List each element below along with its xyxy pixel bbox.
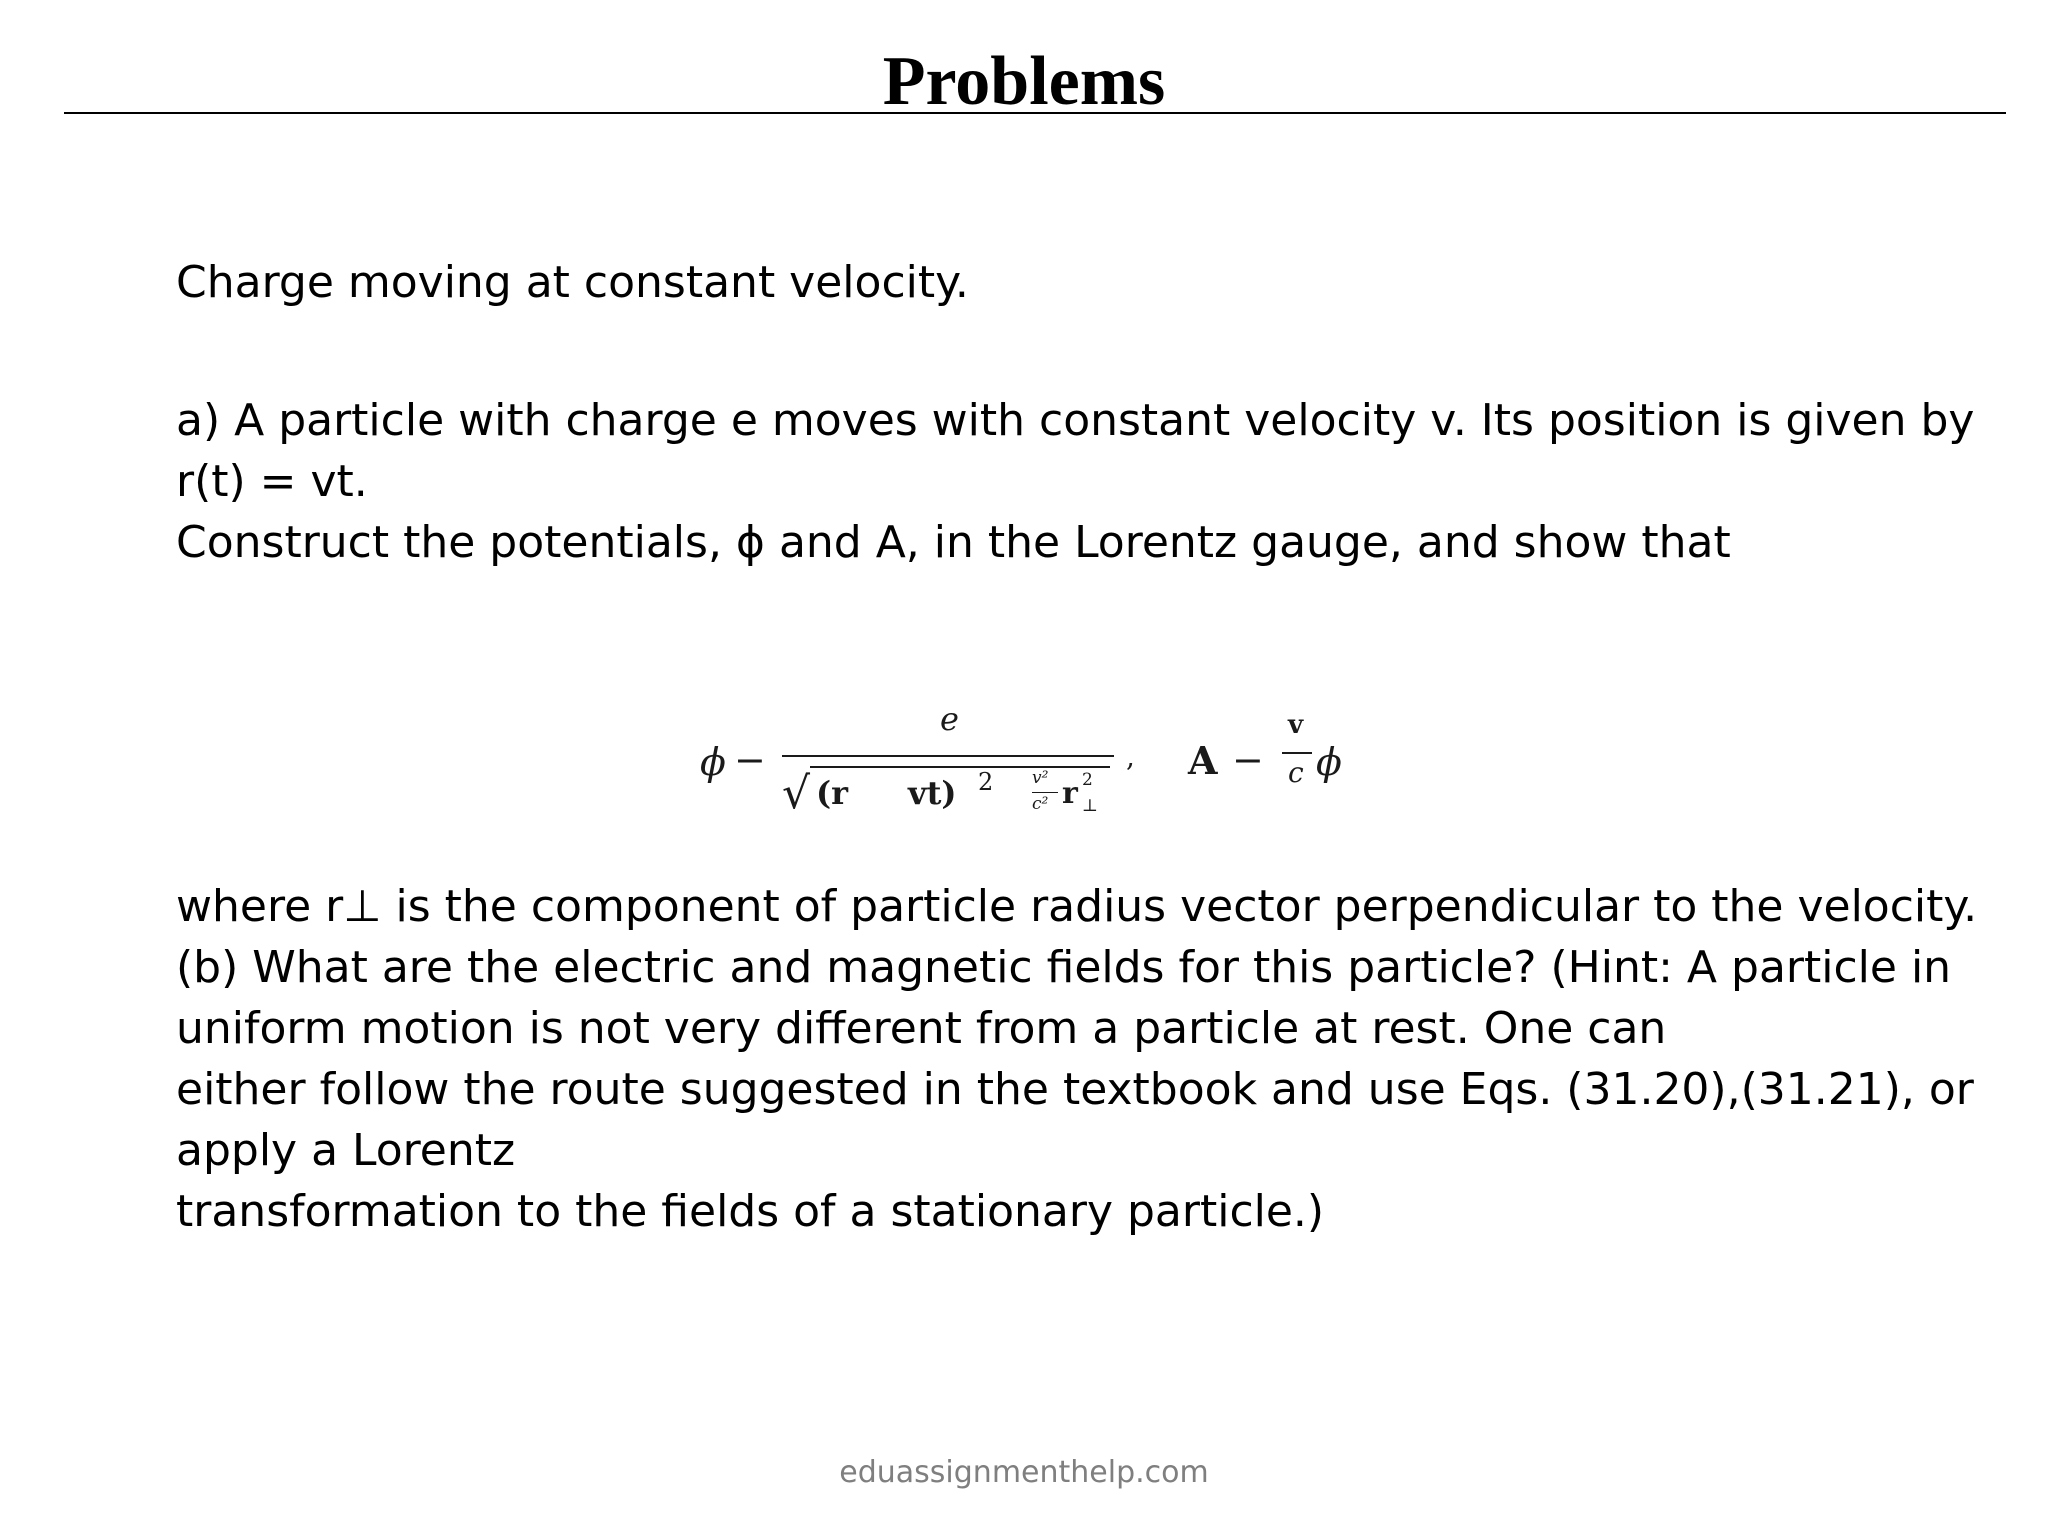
minus-sign: − — [734, 738, 766, 782]
footer-watermark: eduassignmenthelp.com — [839, 1455, 1209, 1490]
slide-title: Problems — [882, 43, 1166, 120]
part-a-text — [176, 390, 1975, 573]
fraction-bar — [782, 755, 1114, 757]
small-fraction-bar — [1032, 792, 1058, 793]
velocity-v: v — [1288, 710, 1304, 740]
r-perp-subscript: ⊥ — [1082, 796, 1098, 816]
problem-heading-text: Charge moving at constant velocity. — [176, 257, 969, 308]
r-perp: r — [1062, 776, 1078, 811]
part-b-line-5: apply a Lorentz — [176, 1125, 516, 1176]
part-b-line-2: (b) What are the electric and magnetic fields for this particle? (Hint: A particle in — [176, 942, 1952, 993]
part-b-line-1: where r⊥ is the component of particle radius vector perpendicular to the velocity. — [176, 881, 1978, 932]
part-a-line-3: Construct the potentials, ϕ and A, in the Lorentz gauge, and show that — [176, 517, 1731, 568]
denominator-square: 2 — [978, 768, 994, 796]
potential-equation — [690, 700, 1350, 850]
part-b-line-3: uniform motion is not very different from a particle at rest. One can — [176, 1003, 1667, 1054]
denominator-r: (r — [816, 774, 848, 812]
sqrt-sign: √ — [782, 768, 811, 819]
part-a-line-2: r(t) = vt. — [176, 456, 368, 507]
sqrt-bar — [810, 766, 1110, 768]
vector-potential-A: A — [1188, 738, 1218, 783]
part-b-line-6: transformation to the fields of a stationary particle.) — [176, 1186, 1325, 1237]
part-b-line-4: either follow the route suggested in the textbook and use Eqs. (31.20),(31.21), or — [176, 1064, 1974, 1115]
minus-sign-2: − — [1232, 738, 1264, 782]
title-divider — [64, 112, 2006, 114]
part-a-line-1: a) A particle with charge e moves with constant velocity v. Its position is given by — [176, 395, 1975, 446]
c-squared: c² — [1032, 794, 1049, 814]
denominator-vt: vt) — [908, 774, 957, 812]
speed-c: c — [1288, 756, 1304, 789]
phi-symbol-2: ϕ — [1316, 740, 1342, 784]
numerator-e: e — [940, 700, 959, 738]
v-over-c-bar — [1282, 752, 1312, 754]
part-b-text — [176, 876, 1978, 1242]
equation-comma: , — [1126, 740, 1135, 773]
v-squared: v² — [1032, 768, 1049, 788]
phi-symbol: ϕ — [700, 740, 726, 784]
problem-heading — [176, 252, 1916, 313]
r-perp-square: 2 — [1082, 770, 1093, 790]
